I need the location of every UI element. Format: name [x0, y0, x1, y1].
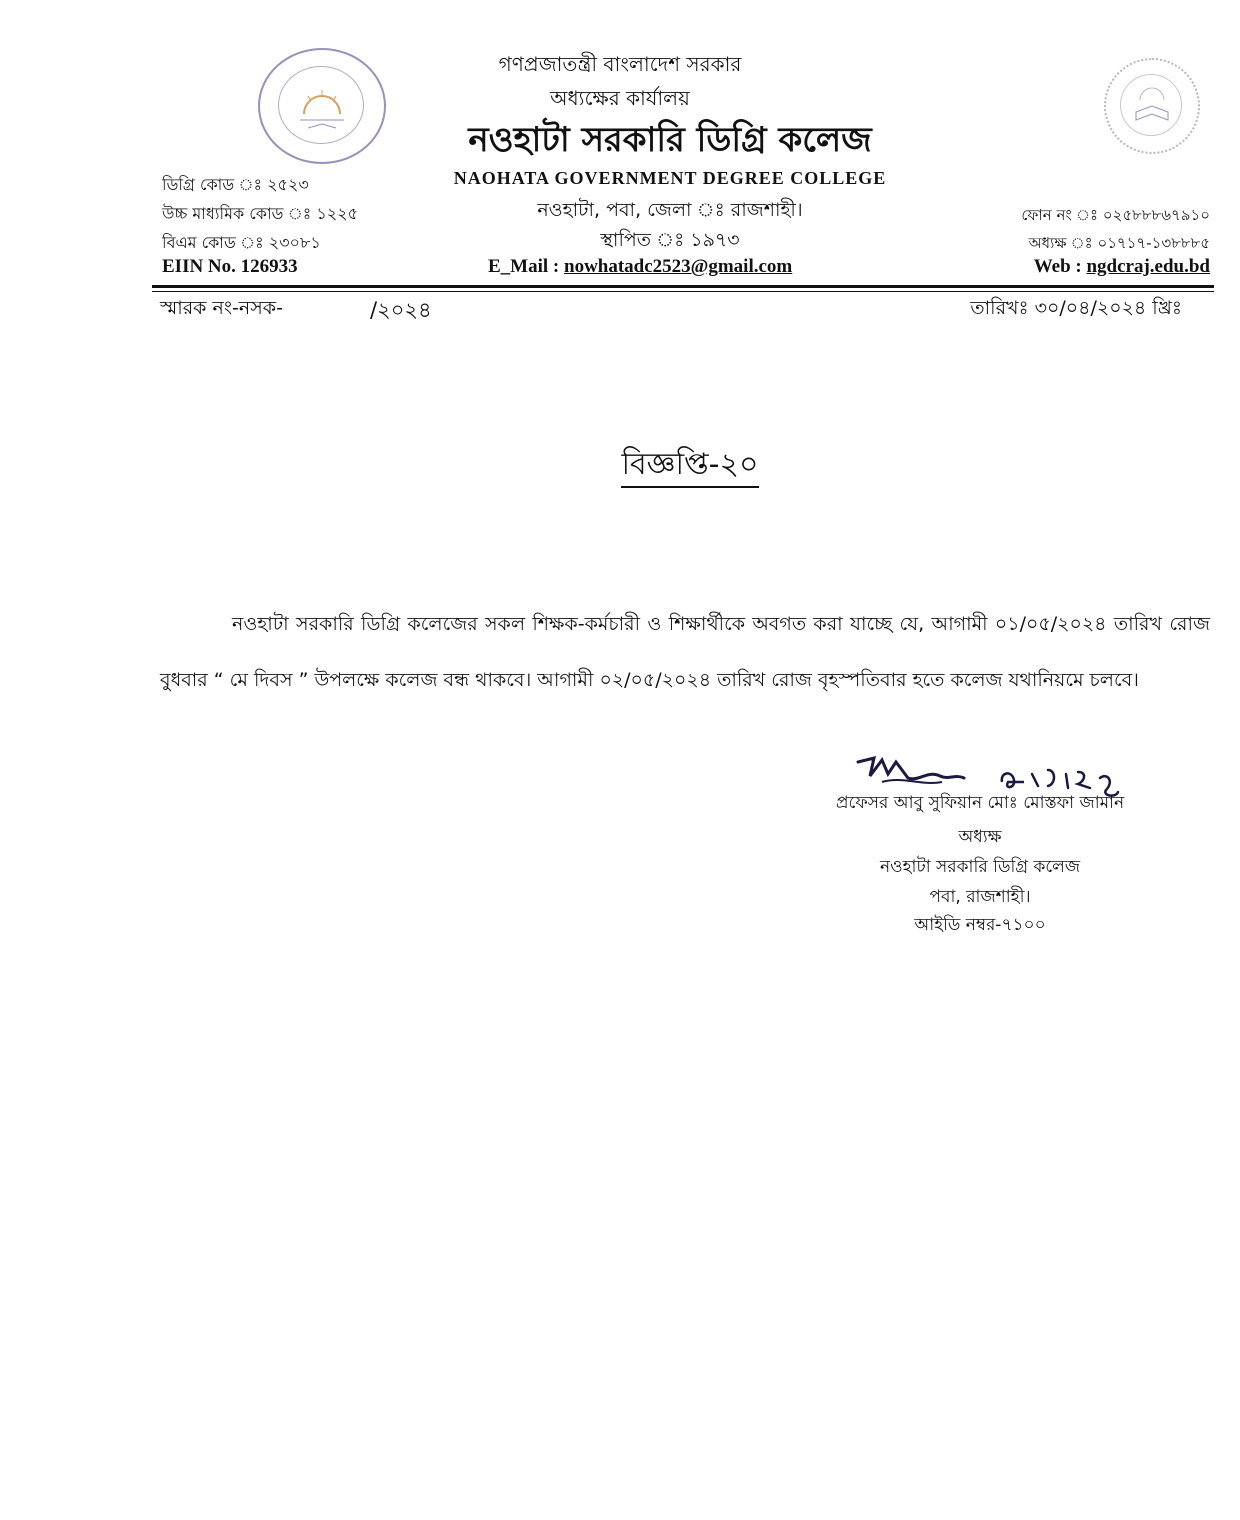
- signatory-college: নওহাটা সরকারি ডিগ্রি কলেজ: [879, 857, 1081, 877]
- signatory-designation: অধ্যক্ষ: [958, 827, 1002, 847]
- memo-year: /২০২৪: [370, 298, 432, 322]
- notice-date: তারিখঃ ৩০/০৪/২০২৪ খ্রিঃ: [970, 297, 1182, 319]
- college-address: নওহাটা, পবা, জেলা ঃ রাজশাহী।: [537, 199, 803, 221]
- email-address[interactable]: nowhatadc2523@gmail.com: [564, 256, 793, 277]
- eiin-number: EIIN No. 126933: [162, 256, 298, 277]
- signatory-location: পবা, রাজশাহী।: [929, 887, 1031, 907]
- notice-title: [0, 440, 1240, 491]
- website-label: Web :: [1033, 256, 1087, 277]
- hsc-code: উচ্চ মাধ্যমিক কোড ঃ ১২২৫: [162, 204, 358, 223]
- email-label: E_Mail :: [488, 256, 564, 277]
- government-title: গণপ্রজাতন্ত্রী বাংলাদেশ সরকার: [498, 52, 742, 76]
- principal-phone: অধ্যক্ষ ঃ ০১৭১৭-১৩৮৮৮৫: [1028, 234, 1210, 252]
- phone-number: ফোন নং ঃ ০২৫৮৮৮৬৭৯১০: [1021, 206, 1210, 224]
- college-name-en: NAOHATA GOVERNMENT DEGREE COLLEGE: [453, 168, 887, 188]
- degree-code: ডিগ্রি কোড ঃ ২৫২৩: [162, 175, 309, 194]
- signatory-name: প্রফেসর আবু সুফিয়ান মোঃ মোস্তফা জামান: [835, 793, 1125, 813]
- college-name-bn: নওহাটা সরকারি ডিগ্রি কলেজ: [468, 120, 872, 160]
- email-line: [488, 256, 792, 278]
- website-link[interactable]: ngdcraj.edu.bd: [1086, 256, 1210, 277]
- established-year: স্থাপিত ঃ ১৯৭৩: [600, 229, 740, 251]
- header-divider: [152, 285, 1214, 288]
- signatory-id: আইডি নম্বর-৭১০০: [914, 915, 1046, 935]
- notice-title-text: বিজ্ঞপ্তি-২০: [621, 447, 758, 488]
- header-divider-thin: [152, 291, 1214, 292]
- website-line: [1034, 256, 1210, 278]
- notice-body: নওহাটা সরকারি ডিগ্রি কলেজের সকল শিক্ষক-কর্মচারী ও শিক্ষার্থীকে অবগত করা যাচ্ছে যে, আগামী ০১/০৫/২০২৪ তারিখ রোজ বুধবার “ মে দিবস ” উপলক্ষে কলেজ বন্ধ থাকবে। আগামী ০২/০৫/২০২৪ তারিখ রোজ বৃহস্পতিবার হতে কলেজ যথানিয়মে চলবে।: [160, 613, 1210, 691]
- office-title: অধ্যক্ষের কার্যালয়: [550, 86, 690, 110]
- memo-number: স্মারক নং-নসক-: [160, 297, 283, 319]
- bm-code: বিএম কোড ঃ ২৩০৮১: [162, 233, 321, 252]
